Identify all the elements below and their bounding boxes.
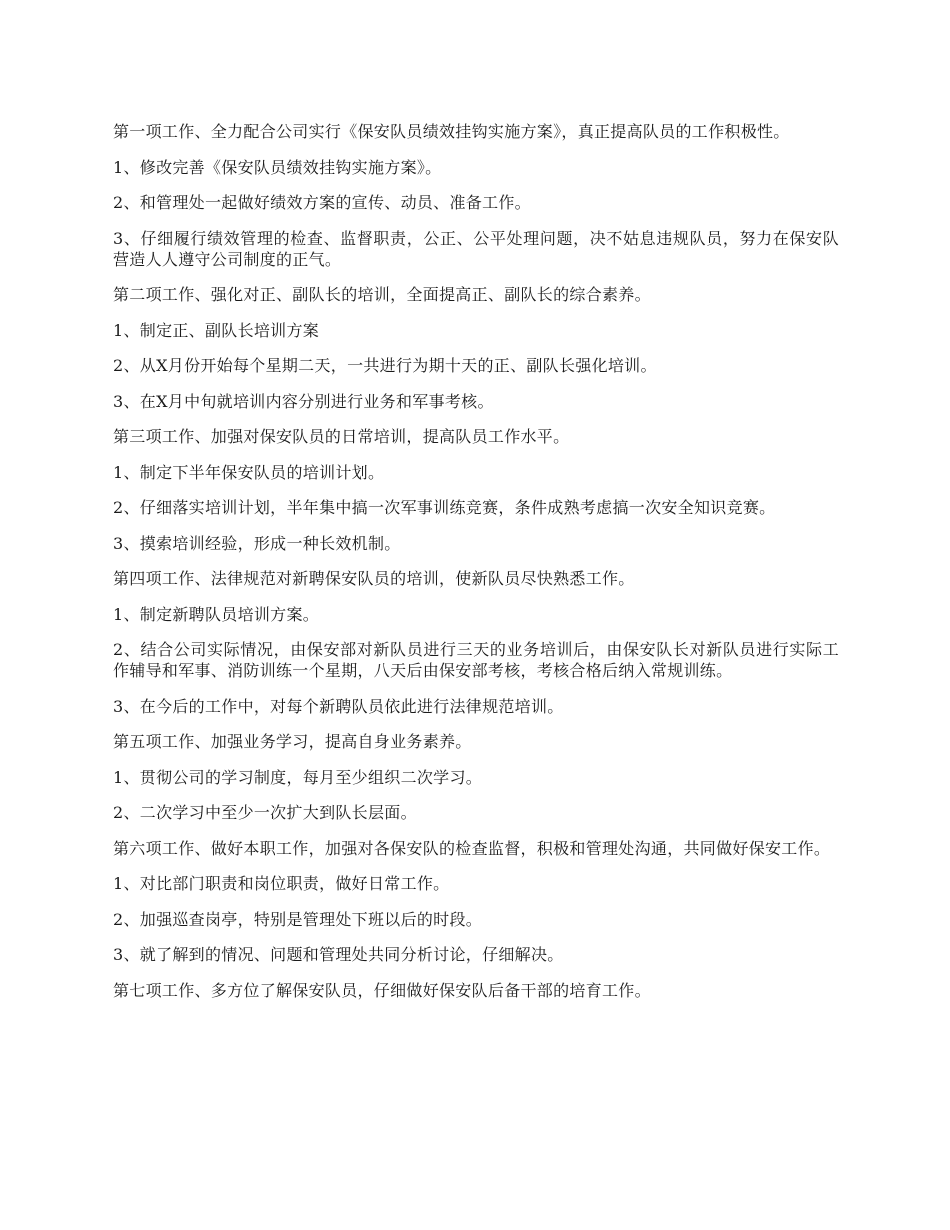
- section-heading-2: 第二项工作、强化对正、副队长的培训，全面提高正、副队长的综合素养。: [113, 285, 651, 304]
- list-item: 3、仔细履行绩效管理的检查、监督职责，公正、公平处理问题，决不姑息违规队员，努力在保安队营造人人遵守公司制度的正气。: [113, 228, 839, 269]
- list-item: 1、制定正、副队长培训方案: [113, 320, 320, 340]
- list-item: 2、结合公司实际情况，由保安部对新队员进行三天的业务培训后，由保安队长对新队员进行实际工作辅导和军事、消防训练一个星期，八天后由保安部考核，考核合格后纳入常规训练。: [113, 640, 839, 680]
- list-item: 2、从X月份开始每个星期二天，一共进行为期十天的正、副队长强化培训。: [113, 356, 657, 375]
- list-item: 1、修改完善《保安队员绩效挂钩实施方案》。: [113, 157, 442, 177]
- list-item: 2、二次学习中至少一次扩大到队长层面。: [113, 803, 417, 822]
- section-heading-7: 第七项工作、多方位了解保安队员，仔细做好保安队后备干部的培育工作。: [113, 980, 651, 1000]
- list-item: 1、贯彻公司的学习制度，每月至少组织二次学习。: [113, 767, 483, 787]
- list-item: 1、制定下半年保安队员的培训计划。: [113, 462, 385, 482]
- section-heading-1: 第一项工作、全力配合公司实行《保安队员绩效挂钩实施方案》，真正提高队员的工作积极性。: [113, 122, 790, 141]
- list-item: 3、就了解到的情况、问题和管理处共同分析讨论，仔细解决。: [113, 945, 564, 964]
- document-body: [113, 121, 839, 1015]
- list-item: 1、制定新聘队员培训方案。: [113, 604, 320, 624]
- section-heading-3: 第三项工作、加强对保安队员的日常培训，提高队员工作水平。: [113, 427, 570, 446]
- section-heading-5: 第五项工作、加强业务学习，提高自身业务素养。: [113, 732, 472, 751]
- section-heading-6: 第六项工作、做好本职工作，加强对各保安队的检查监督，积极和管理处沟通，共同做好保安工作。: [113, 838, 831, 858]
- list-item: 2、仔细落实培训计划，半年集中搞一次军事训练竞赛，条件成熟考虑搞一次安全知识竞赛。: [113, 498, 776, 517]
- list-item: 2、加强巡查岗亭，特别是管理处下班以后的时段。: [113, 909, 483, 929]
- list-item: 3、在今后的工作中，对每个新聘队员依此进行法律规范培训。: [113, 696, 564, 716]
- list-item: 3、摸索培训经验，形成一种长效机制。: [113, 533, 401, 553]
- list-item: 2、和管理处一起做好绩效方案的宣传、动员、准备工作。: [113, 193, 531, 212]
- list-item: 1、对比部门职责和岗位职责，做好日常工作。: [113, 874, 450, 893]
- section-heading-4: 第四项工作、法律规范对新聘保安队员的培训，使新队员尽快熟悉工作。: [113, 569, 635, 588]
- list-item: 3、在X月中旬就培训内容分别进行业务和军事考核。: [113, 391, 494, 411]
